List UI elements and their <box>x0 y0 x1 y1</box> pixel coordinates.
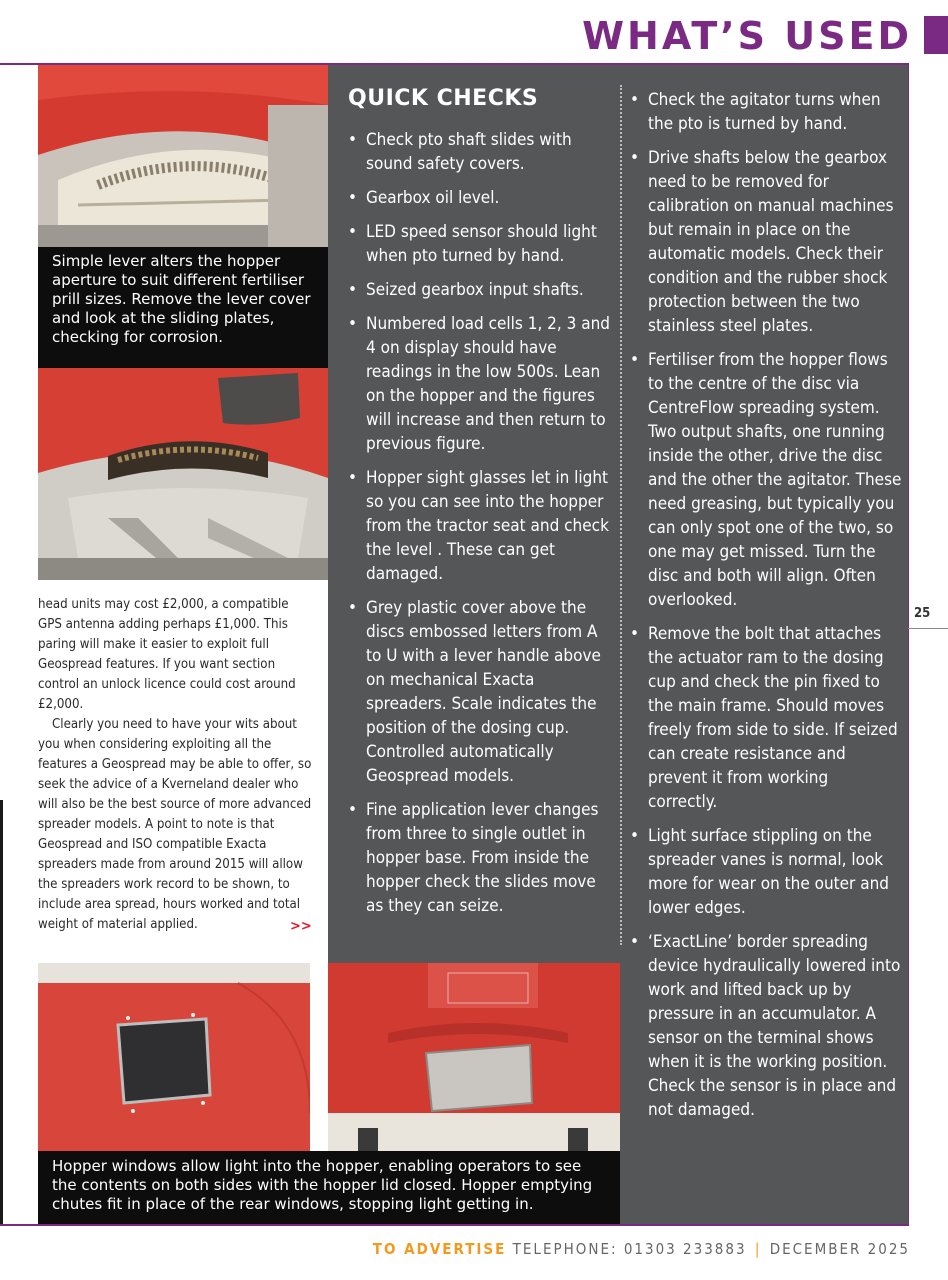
body-paragraph-1: head units may cost £2,000, a compatible GPS antenna adding perhaps £1,000. This paring will make it easier to exploit full Geospread features. If you want section control an unlock licence could cost around £2,000. <box>38 597 296 712</box>
list-item: • Gearbox oil level. <box>348 186 610 210</box>
caption-hopper-lever: Simple lever alters the hopper aperture to suit different fertiliser prill sizes. Remove the lever cover and look at the sliding plates, checking for corrosion. <box>38 247 328 368</box>
list-item: • ‘ExactLine’ border spreading device hydraulically lowered into work and lifted back up by pressure in an accumulator. A sensor on the terminal shows when it is the working position. Check the sensor is in place and not damaged. <box>630 930 902 1122</box>
photo-hopper-base <box>38 368 328 580</box>
quick-checks-list-left <box>348 128 610 928</box>
telephone-text: TELEPHONE: 01303 233883 <box>512 1240 747 1258</box>
advertise-label: TO ADVERTISE <box>372 1240 507 1258</box>
list-item: • Seized gearbox input shafts. <box>348 278 610 302</box>
quick-checks-list-right <box>630 88 902 1132</box>
list-item: • LED speed sensor should light when pto turned by hand. <box>348 220 610 268</box>
photo-hopper-lever <box>38 65 328 247</box>
list-item: • Drive shafts below the gearbox need to be removed for calibration on manual machines but remain in place on the automatic models. Check their condition and the rubber shock protection between the two stainless steel plates. <box>630 146 902 338</box>
list-item: • Fine application lever changes from three to single outlet in hopper base. From inside the hopper check the slides move as they can seize. <box>348 798 610 918</box>
list-item: • Fertiliser from the hopper flows to the centre of the disc via CentreFlow spreading system. Two output shafts, one running inside the other, drive the disc and the other the agitator. These need greasing, but typically you can only spot one of the two, so one may get missed. Turn the disc and both will align. Often overlooked. <box>630 348 902 612</box>
caption-hopper-windows: Hopper windows allow light into the hopper, enabling operators to see the contents on both sides with the hopper lid closed. Hopper emptying chutes fit in place of the rear windows, stopping light getting in. <box>38 1151 620 1224</box>
continue-arrow: >> <box>290 919 312 934</box>
advertise-footer <box>373 1240 910 1258</box>
photo-hopper-window-rear <box>328 963 620 1163</box>
list-item: • Grey plastic cover above the discs embossed letters from A to U with a lever handle above on mechanical Exacta spreaders. Scale indicates the position of the dosing cup. Controlled automatically Geospread models. <box>348 596 610 788</box>
section-title: WHAT’S USED <box>582 14 912 58</box>
page-number: 25 <box>914 606 931 621</box>
list-item: • Check the agitator turns when the pto is turned by hand. <box>630 88 902 136</box>
page-number-rule <box>908 628 948 629</box>
body-paragraph-2: Clearly you need to have your wits about you when considering exploiting all the features a Geospread may be able to offer, so seek the advice of a Kverneland dealer who will also be the best source of more advanced spreader models. A point to note is that Geospread and ISO compatible Exacta spreaders made from around 2015 will allow the spreaders work record to be shown, to include area spread, hours worked and total weight of material applied. <box>38 717 312 932</box>
article-body <box>38 595 313 935</box>
list-item: • Hopper sight glasses let in light so you can see into the hopper from the tractor seat and check the level . These can get damaged. <box>348 466 610 586</box>
issue-date: DECEMBER 2025 <box>769 1240 910 1258</box>
list-item: • Light surface stippling on the spreader vanes is normal, look more for wear on the outer and lower edges. <box>630 824 902 920</box>
left-rule <box>0 800 3 1224</box>
footer-separator: | <box>754 1240 762 1258</box>
list-item: • Numbered load cells 1, 2, 3 and 4 on display should have readings in the low 500s. Lean on the hopper and the figures will increase and then return to previous figure. <box>348 312 610 456</box>
bottom-rule <box>0 1224 908 1226</box>
photo-hopper-window-side <box>38 963 310 1163</box>
section-tab-marker <box>924 16 948 54</box>
panel-column-divider <box>620 85 622 945</box>
list-item: • Remove the bolt that attaches the actuator ram to the dosing cup and check the pin fixed to the main frame. Should moves freely from side to side. If seized can create resistance and prevent it from working correctly. <box>630 622 902 814</box>
list-item: • Check pto shaft slides with sound safety covers. <box>348 128 610 176</box>
quick-checks-heading: QUICK CHECKS <box>348 86 539 111</box>
